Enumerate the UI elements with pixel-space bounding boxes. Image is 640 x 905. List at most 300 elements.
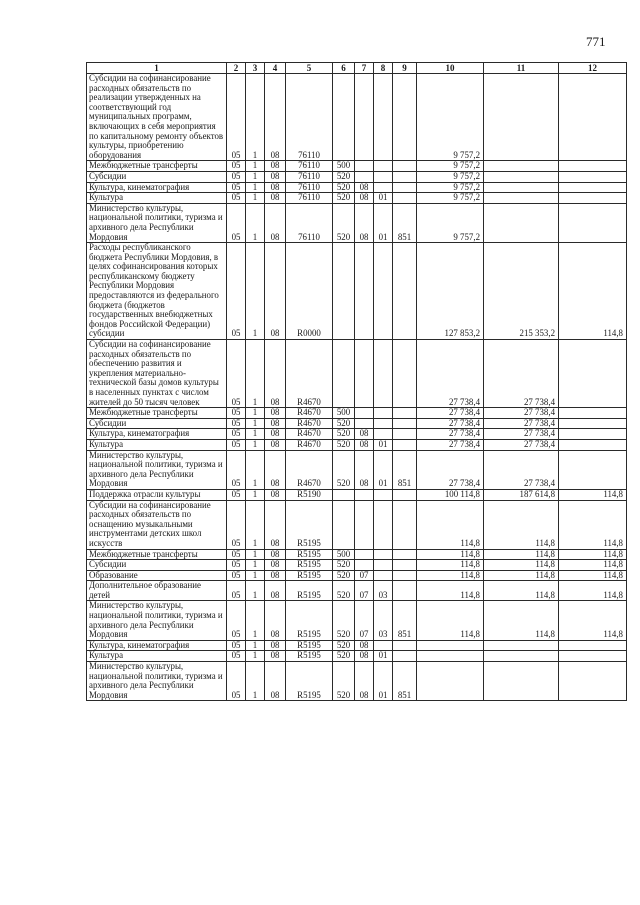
table-cell: 114,8: [417, 500, 484, 549]
table-cell: [393, 340, 417, 408]
table-cell: 08: [265, 161, 286, 172]
row-name-cell: Расходы республиканского бюджета Республики Мордовия, в целях софинансирования которых республиканскому бюджету Республики Мордовия предоставляются из федерального бюджета (бюджетов государственных внебюджетных фондов Российской Федерации) субсидии: [87, 243, 227, 340]
table-cell: 520: [333, 418, 355, 429]
table-cell: 1: [246, 203, 265, 242]
table-cell: [393, 161, 417, 172]
table-cell: R4670: [286, 450, 333, 489]
table-cell: [355, 549, 374, 560]
table-cell: [393, 418, 417, 429]
table-cell: 27 738,4: [484, 429, 559, 440]
table-cell: 08: [355, 651, 374, 662]
table-row: [87, 560, 627, 571]
row-name-cell: Министерство культуры, национальной политики, туризма и архивного дела Республики Мордовия: [87, 203, 227, 242]
column-header: 7: [355, 63, 374, 74]
table-cell: 1: [246, 651, 265, 662]
table-cell: [393, 489, 417, 500]
table-cell: 1: [246, 439, 265, 450]
table-cell: [417, 640, 484, 651]
table-cell: [393, 74, 417, 161]
column-header: 9: [393, 63, 417, 74]
row-name-cell: Межбюджетные трансферты: [87, 549, 227, 560]
table-cell: 08: [265, 203, 286, 242]
row-name-cell: Дополнительное образование детей: [87, 581, 227, 601]
table-row: [87, 450, 627, 489]
table-cell: 01: [374, 203, 393, 242]
table-cell: [374, 161, 393, 172]
table-cell: R5190: [286, 489, 333, 500]
table-cell: 1: [246, 581, 265, 601]
table-cell: 03: [374, 581, 393, 601]
table-cell: [374, 560, 393, 571]
table-cell: 08: [265, 418, 286, 429]
table-cell: 08: [265, 489, 286, 500]
table-cell: 114,8: [559, 581, 627, 601]
table-cell: [417, 651, 484, 662]
budget-table: [86, 62, 627, 701]
table-cell: 08: [265, 560, 286, 571]
table-cell: 27 738,4: [417, 418, 484, 429]
table-cell: 05: [227, 500, 246, 549]
row-name-cell: Культура, кинематография: [87, 640, 227, 651]
table-cell: 114,8: [417, 601, 484, 640]
table-cell: [484, 182, 559, 193]
table-cell: R4670: [286, 340, 333, 408]
table-cell: 1: [246, 450, 265, 489]
table-cell: [393, 549, 417, 560]
row-name-cell: Министерство культуры, национальной политики, туризма и архивного дела Республики Мордовия: [87, 450, 227, 489]
table-cell: 851: [393, 662, 417, 701]
table-cell: [355, 74, 374, 161]
table-cell: 08: [355, 640, 374, 651]
table-cell: 01: [374, 662, 393, 701]
table-row: [87, 489, 627, 500]
table-cell: [484, 662, 559, 701]
table-cell: [374, 640, 393, 651]
table-cell: [559, 429, 627, 440]
table-cell: 03: [374, 601, 393, 640]
row-name-cell: Культура, кинематография: [87, 429, 227, 440]
table-cell: [393, 570, 417, 581]
table-cell: R4670: [286, 429, 333, 440]
table-cell: [374, 489, 393, 500]
table-cell: 9 757,2: [417, 203, 484, 242]
table-row: [87, 601, 627, 640]
table-cell: 500: [333, 161, 355, 172]
table-cell: 1: [246, 340, 265, 408]
table-row: [87, 161, 627, 172]
table-row: [87, 640, 627, 651]
table-cell: 9 757,2: [417, 193, 484, 204]
table-cell: 08: [355, 193, 374, 204]
table-cell: 1: [246, 489, 265, 500]
table-cell: 08: [265, 581, 286, 601]
table-cell: 520: [333, 439, 355, 450]
row-name-cell: Министерство культуры, национальной политики, туризма и архивного дела Республики Мордовия: [87, 662, 227, 701]
table-cell: [374, 243, 393, 340]
row-name-cell: Межбюджетные трансферты: [87, 161, 227, 172]
table-cell: [393, 182, 417, 193]
table-row: [87, 570, 627, 581]
table-cell: [559, 418, 627, 429]
table-row: [87, 74, 627, 161]
table-cell: 76110: [286, 193, 333, 204]
table-cell: 01: [374, 439, 393, 450]
table-cell: 27 738,4: [484, 450, 559, 489]
table-cell: [355, 408, 374, 419]
table-cell: 114,8: [559, 549, 627, 560]
row-name-cell: Поддержка отрасли культуры: [87, 489, 227, 500]
table-cell: 520: [333, 429, 355, 440]
column-header: 3: [246, 63, 265, 74]
table-cell: 1: [246, 171, 265, 182]
row-name-cell: Субсидии на софинансирование расходных обязательств по обеспечению развития и укрепления материально-технической базы домов культуры в населенных пунктах с числом жителей до 50 тысяч человек: [87, 340, 227, 408]
table-row: [87, 203, 627, 242]
table-cell: 9 757,2: [417, 74, 484, 161]
table-cell: 76110: [286, 161, 333, 172]
table-row: [87, 408, 627, 419]
table-cell: 05: [227, 408, 246, 419]
table-cell: 27 738,4: [417, 450, 484, 489]
table-cell: 1: [246, 601, 265, 640]
table-cell: 27 738,4: [417, 429, 484, 440]
table-cell: 08: [355, 662, 374, 701]
table-cell: R5195: [286, 640, 333, 651]
table-cell: [374, 418, 393, 429]
table-cell: 08: [265, 651, 286, 662]
table-cell: 114,8: [484, 500, 559, 549]
table-cell: 27 738,4: [417, 408, 484, 419]
table-cell: [393, 408, 417, 419]
table-cell: 27 738,4: [484, 439, 559, 450]
table-cell: 9 757,2: [417, 171, 484, 182]
row-name-cell: Субсидии: [87, 418, 227, 429]
table-cell: 08: [265, 570, 286, 581]
table-cell: 1: [246, 500, 265, 549]
table-cell: [374, 570, 393, 581]
column-header: 6: [333, 63, 355, 74]
table-row: [87, 340, 627, 408]
table-cell: [355, 161, 374, 172]
table-cell: [355, 500, 374, 549]
table-cell: R5195: [286, 500, 333, 549]
table-cell: 100 114,8: [417, 489, 484, 500]
table-cell: 520: [333, 651, 355, 662]
table-row: [87, 500, 627, 549]
table-cell: 05: [227, 74, 246, 161]
table-body: [87, 74, 627, 701]
table-cell: 9 757,2: [417, 161, 484, 172]
table-cell: 27 738,4: [417, 439, 484, 450]
table-cell: 08: [355, 439, 374, 450]
table-cell: 9 757,2: [417, 182, 484, 193]
table-cell: [333, 243, 355, 340]
table-cell: [559, 340, 627, 408]
table-cell: 08: [265, 74, 286, 161]
table-cell: [355, 489, 374, 500]
table-row: [87, 193, 627, 204]
table-cell: R5195: [286, 601, 333, 640]
table-cell: 76110: [286, 171, 333, 182]
table-cell: [559, 408, 627, 419]
table-cell: 01: [374, 193, 393, 204]
table-cell: 27 738,4: [417, 340, 484, 408]
table-cell: 1: [246, 560, 265, 571]
table-cell: 27 738,4: [484, 418, 559, 429]
table-cell: [393, 560, 417, 571]
table-cell: 05: [227, 581, 246, 601]
table-cell: [484, 193, 559, 204]
table-cell: 08: [265, 193, 286, 204]
table-cell: 05: [227, 601, 246, 640]
table-cell: 114,8: [417, 581, 484, 601]
table-cell: [559, 182, 627, 193]
table-cell: R5195: [286, 581, 333, 601]
table-cell: R0000: [286, 243, 333, 340]
table-cell: 05: [227, 651, 246, 662]
table-row: [87, 581, 627, 601]
table-cell: 1: [246, 662, 265, 701]
table-cell: 08: [265, 439, 286, 450]
table-cell: [393, 429, 417, 440]
table-row: [87, 418, 627, 429]
table-cell: [559, 161, 627, 172]
table-cell: 127 853,2: [417, 243, 484, 340]
table-cell: 76110: [286, 74, 333, 161]
table-cell: 520: [333, 640, 355, 651]
table-cell: [374, 74, 393, 161]
table-cell: [393, 439, 417, 450]
table-cell: 1: [246, 182, 265, 193]
table-cell: 114,8: [417, 549, 484, 560]
table-cell: 05: [227, 182, 246, 193]
table-cell: 851: [393, 203, 417, 242]
row-name-cell: Министерство культуры, национальной политики, туризма и архивного дела Республики Мордовия: [87, 601, 227, 640]
table-cell: [374, 340, 393, 408]
table-cell: 05: [227, 662, 246, 701]
table-row: [87, 549, 627, 560]
table-cell: 05: [227, 560, 246, 571]
table-cell: 187 614,8: [484, 489, 559, 500]
column-header: 4: [265, 63, 286, 74]
table-cell: 76110: [286, 182, 333, 193]
table-cell: 08: [265, 171, 286, 182]
table-cell: 520: [333, 560, 355, 571]
table-cell: R4670: [286, 418, 333, 429]
table-cell: 520: [333, 193, 355, 204]
table-cell: 07: [355, 601, 374, 640]
table-row: [87, 171, 627, 182]
table-cell: 05: [227, 161, 246, 172]
table-cell: 08: [355, 450, 374, 489]
table-cell: 05: [227, 570, 246, 581]
table-cell: 520: [333, 570, 355, 581]
table-cell: 1: [246, 193, 265, 204]
table-cell: [484, 171, 559, 182]
table-cell: R4670: [286, 408, 333, 419]
table-cell: 76110: [286, 203, 333, 242]
table-cell: 114,8: [484, 560, 559, 571]
table-cell: [374, 171, 393, 182]
table-cell: [484, 161, 559, 172]
table-cell: 05: [227, 243, 246, 340]
row-name-cell: Межбюджетные трансферты: [87, 408, 227, 419]
row-name-cell: Субсидии: [87, 171, 227, 182]
column-header: 12: [559, 63, 627, 74]
table-cell: 114,8: [484, 601, 559, 640]
table-cell: [333, 500, 355, 549]
row-name-cell: Субсидии: [87, 560, 227, 571]
table-cell: [374, 549, 393, 560]
table-cell: [333, 74, 355, 161]
table-cell: 1: [246, 640, 265, 651]
table-cell: [417, 662, 484, 701]
table-cell: 114,8: [484, 549, 559, 560]
table-cell: [559, 640, 627, 651]
row-name-cell: Культура, кинематография: [87, 182, 227, 193]
column-header: 8: [374, 63, 393, 74]
table-cell: 05: [227, 450, 246, 489]
table-cell: 05: [227, 429, 246, 440]
table-cell: 851: [393, 601, 417, 640]
table-cell: 1: [246, 161, 265, 172]
table-cell: R5195: [286, 570, 333, 581]
table-cell: 114,8: [559, 570, 627, 581]
table-cell: [393, 193, 417, 204]
table-cell: [559, 74, 627, 161]
row-name-cell: Образование: [87, 570, 227, 581]
table-row: [87, 651, 627, 662]
table-cell: 520: [333, 203, 355, 242]
table-cell: [393, 651, 417, 662]
table-cell: 08: [265, 340, 286, 408]
table-cell: 08: [265, 429, 286, 440]
table-cell: 08: [355, 203, 374, 242]
table-cell: R5195: [286, 651, 333, 662]
table-cell: 114,8: [559, 560, 627, 571]
table-cell: 27 738,4: [484, 340, 559, 408]
table-cell: [393, 243, 417, 340]
table-cell: [393, 640, 417, 651]
table-cell: [559, 193, 627, 204]
table-cell: [559, 171, 627, 182]
header-row: [87, 63, 627, 74]
table-cell: 05: [227, 549, 246, 560]
table-cell: 05: [227, 340, 246, 408]
table-cell: [559, 450, 627, 489]
table-cell: 114,8: [559, 601, 627, 640]
table-cell: [484, 74, 559, 161]
table-cell: R5195: [286, 549, 333, 560]
column-header: 1: [87, 63, 227, 74]
row-name-cell: Субсидии на софинансирование расходных обязательств по реализации утвержденных на соответствующий год муниципальных программ, включающих в себя мероприятия по капитальному ремонту объектов культуры, приобретению оборудования: [87, 74, 227, 161]
table-cell: [393, 500, 417, 549]
table-cell: 08: [265, 601, 286, 640]
table-cell: 08: [265, 549, 286, 560]
table-cell: [374, 408, 393, 419]
table-cell: 1: [246, 429, 265, 440]
table-cell: [355, 243, 374, 340]
table-cell: [559, 651, 627, 662]
table-cell: [374, 182, 393, 193]
column-header: 5: [286, 63, 333, 74]
table-cell: 08: [265, 243, 286, 340]
table-cell: [559, 439, 627, 450]
table-cell: 114,8: [417, 570, 484, 581]
table-cell: [484, 640, 559, 651]
table-cell: 1: [246, 408, 265, 419]
column-header: 10: [417, 63, 484, 74]
table-row: [87, 429, 627, 440]
table-cell: [355, 340, 374, 408]
table-cell: [374, 429, 393, 440]
table-cell: 520: [333, 450, 355, 489]
row-name-cell: Культура: [87, 193, 227, 204]
table-cell: 01: [374, 450, 393, 489]
table-cell: 114,8: [559, 500, 627, 549]
table-cell: 05: [227, 193, 246, 204]
table-cell: [484, 651, 559, 662]
table-cell: 08: [355, 182, 374, 193]
table-cell: R5195: [286, 560, 333, 571]
page-number: 771: [586, 34, 606, 49]
table-cell: 851: [393, 450, 417, 489]
table-cell: 08: [265, 408, 286, 419]
table-cell: [484, 203, 559, 242]
table-cell: 05: [227, 203, 246, 242]
table-cell: 08: [265, 182, 286, 193]
table-cell: 1: [246, 243, 265, 340]
table-cell: 114,8: [484, 570, 559, 581]
row-name-cell: Культура: [87, 651, 227, 662]
table-cell: R5195: [286, 662, 333, 701]
column-header: 11: [484, 63, 559, 74]
table-cell: 520: [333, 171, 355, 182]
table-cell: 520: [333, 601, 355, 640]
table-cell: 08: [265, 500, 286, 549]
table-row: [87, 243, 627, 340]
table-cell: 114,8: [484, 581, 559, 601]
table-cell: [559, 203, 627, 242]
table-cell: 114,8: [417, 560, 484, 571]
table-cell: 1: [246, 418, 265, 429]
table-cell: R4670: [286, 439, 333, 450]
table-cell: 27 738,4: [484, 408, 559, 419]
table-cell: 1: [246, 549, 265, 560]
table-cell: 05: [227, 418, 246, 429]
table-cell: [355, 418, 374, 429]
table-row: [87, 182, 627, 193]
table-cell: [355, 560, 374, 571]
table-row: [87, 662, 627, 701]
table-cell: 520: [333, 182, 355, 193]
table-cell: [355, 171, 374, 182]
table-cell: [333, 489, 355, 500]
table-cell: 1: [246, 570, 265, 581]
table-cell: 520: [333, 662, 355, 701]
row-name-cell: Субсидии на софинансирование расходных обязательств по оснащению музыкальными инструментами детских школ искусств: [87, 500, 227, 549]
table-cell: 07: [355, 581, 374, 601]
column-header: 2: [227, 63, 246, 74]
table-cell: 500: [333, 408, 355, 419]
row-name-cell: Культура: [87, 439, 227, 450]
table-cell: 500: [333, 549, 355, 560]
table-cell: [333, 340, 355, 408]
table-cell: [393, 171, 417, 182]
table-cell: [559, 662, 627, 701]
table-cell: 1: [246, 74, 265, 161]
table-cell: 215 353,2: [484, 243, 559, 340]
table-cell: 07: [355, 570, 374, 581]
